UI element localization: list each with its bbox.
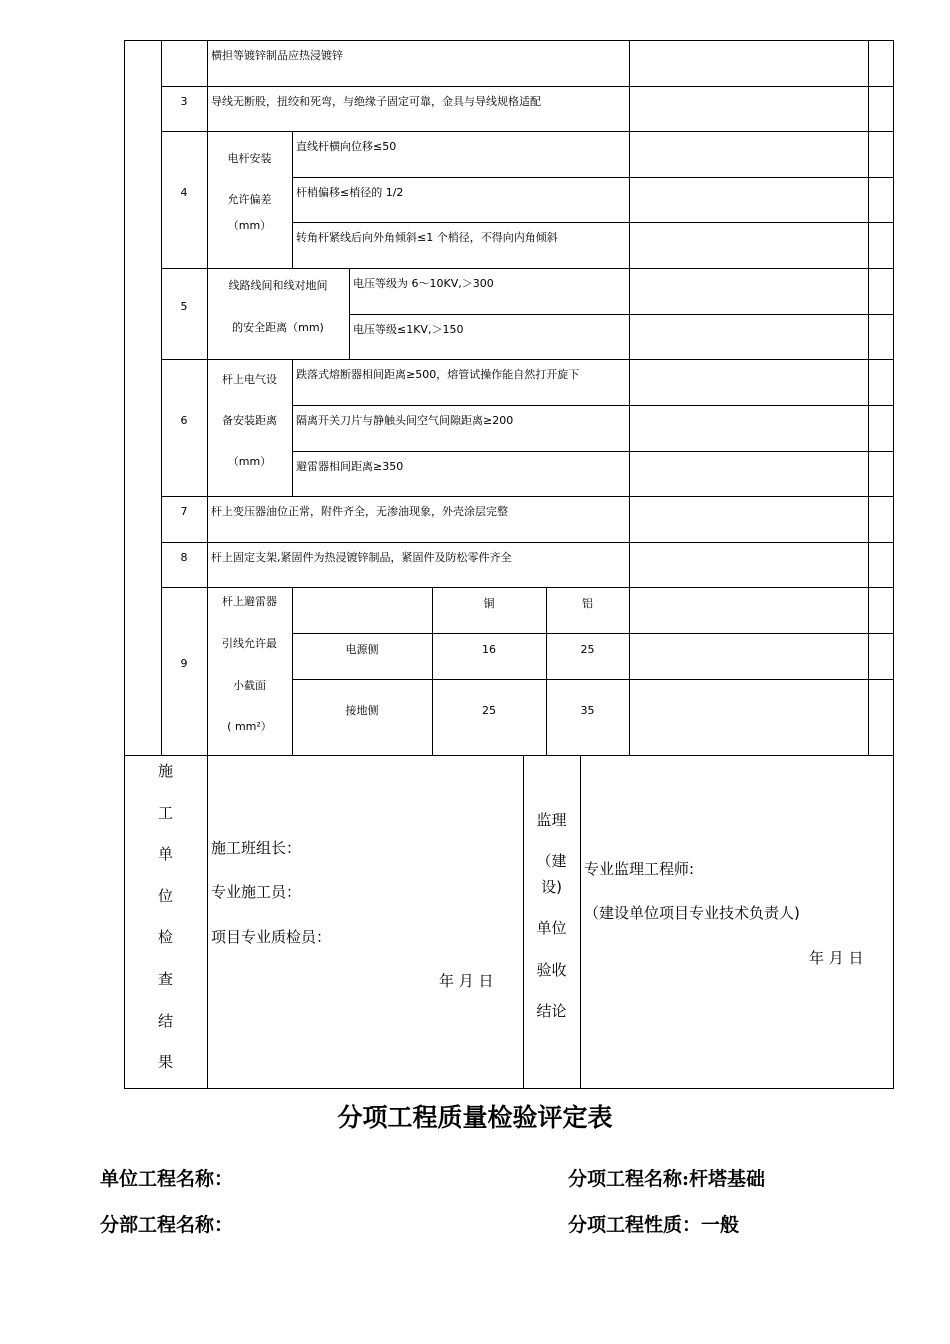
table-top-border [124, 40, 894, 41]
division-project-name: 分部工程名称： [100, 1214, 234, 1236]
col-divider [292, 131, 293, 268]
row-number: 7 [180, 505, 188, 518]
item-label: 允许偏差 [227, 193, 272, 206]
col-divider [292, 359, 293, 496]
unit-project-name: 单位工程名称： [100, 1168, 234, 1190]
quality-inspector-field: 项目专业质检员： [211, 928, 332, 946]
subitem-text: 电压等级≤1KV,＞150 [353, 323, 464, 336]
row-number: 9 [180, 657, 188, 670]
construction-staff-field: 专业施工员： [211, 883, 302, 901]
subitem-text: 避雷器相间距离≥350 [296, 460, 404, 473]
col-divider [546, 587, 547, 755]
row-number: 4 [180, 186, 188, 199]
construction-label-char: 果 [157, 1053, 173, 1071]
copper-value: 25 [482, 704, 496, 717]
row-divider [161, 587, 894, 588]
supervision-label-line: （建 [536, 852, 567, 870]
supervision-label-line: 单位 [536, 919, 567, 937]
col-divider [349, 268, 350, 359]
row-number: 6 [180, 414, 188, 427]
supervision-date: 年 月 日 [809, 949, 864, 967]
row-divider [292, 177, 894, 178]
row-divider [124, 755, 894, 756]
supervision-label-line: 结论 [536, 1002, 567, 1020]
subitem-text: 跌落式熔断器相间距离≥500，熔管试操作能自然打开旋下 [296, 368, 580, 381]
item-label: 的安全距离（mm) [232, 321, 324, 334]
supervising-engineer-field: 专业监理工程师: [584, 860, 695, 878]
construction-label-char: 工 [157, 804, 173, 822]
subitem-text: 杆梢偏移≤梢径的 1/2 [296, 186, 404, 199]
supervision-label-line: 验收 [536, 961, 567, 979]
subitem-text: 转角杆紧线后向外角倾斜≤1 个梢径，不得向内角倾斜 [296, 231, 558, 244]
aluminum-value: 25 [580, 643, 595, 656]
col-divider [580, 755, 581, 1089]
col-divider [161, 40, 162, 755]
item-label: 线路线间和线对地间 [228, 279, 328, 292]
copper-value: 16 [482, 643, 496, 656]
row-divider [292, 451, 894, 452]
row-divider [161, 359, 894, 360]
item-text: 横担等镀锌制品应热浸镀锌 [211, 49, 343, 62]
construction-label-char: 查 [157, 970, 173, 988]
row-number: 8 [180, 551, 188, 564]
item-label: 杆上避雷器 [222, 595, 277, 608]
sub-project-name: 分项工程名称:杆塔基础 [568, 1168, 766, 1190]
col-divider [432, 587, 433, 755]
item-label: ( mm²） [227, 720, 272, 733]
owner-technical-lead-field: （建设单位项目专业技术负责人) [584, 904, 800, 922]
construction-label-char: 结 [157, 1012, 173, 1030]
construction-date: 年 月 日 [439, 972, 494, 990]
item-label: 杆上电气设 [222, 373, 277, 386]
construction-label-char: 单 [157, 845, 173, 863]
row-divider [161, 496, 894, 497]
col-divider [629, 40, 630, 755]
item-label: 小截面 [233, 679, 266, 692]
row-divider [161, 86, 894, 87]
construction-label-char: 位 [157, 887, 173, 905]
row-divider [292, 679, 894, 680]
supervision-label-line: 监理 [536, 811, 567, 829]
form-title: 分项工程质量检验评定表 [337, 1103, 613, 1132]
construction-label-char: 检 [157, 928, 173, 946]
subitem-text: 隔离开关刀片与静触头间空气间隙距离≥200 [296, 414, 514, 427]
subitem-text: 电压等级为 6～10KV,＞300 [353, 277, 494, 290]
item-text: 杆上变压器油位正常，附件齐全，无渗油现象，外壳涂层完整 [211, 505, 508, 518]
row-divider [161, 542, 894, 543]
subitem-text: 直线杆横向位移≤50 [296, 140, 397, 153]
row-divider [292, 633, 894, 634]
table-bottom-border [124, 1088, 894, 1089]
supervision-label-line: 设) [541, 878, 562, 896]
crew-leader-field: 施工班组长： [211, 839, 302, 857]
item-label: 引线允许最 [222, 637, 277, 650]
row-number: 5 [180, 300, 188, 313]
column-header-copper: 铜 [483, 597, 495, 610]
item-text: 杆上固定支架,紧固件为热浸镀锌制品，紧固件及防松零件齐全 [211, 551, 512, 564]
col-divider [868, 40, 869, 755]
row-divider [161, 268, 894, 269]
item-label: 备安装距离 [222, 414, 277, 427]
col-divider [292, 587, 293, 755]
construction-label-char: 施 [157, 762, 173, 780]
row-label: 电源侧 [345, 643, 379, 656]
aluminum-value: 35 [580, 704, 595, 717]
sub-project-nature: 分项工程性质：一般 [568, 1214, 740, 1236]
table-right-border [893, 40, 894, 1089]
item-label: （mm） [227, 455, 272, 468]
column-header-aluminum: 铝 [582, 597, 593, 610]
row-divider [292, 222, 894, 223]
row-number: 3 [180, 95, 188, 108]
row-divider [349, 314, 894, 315]
row-divider [161, 131, 894, 132]
item-label: （mm） [227, 219, 272, 232]
row-divider [292, 405, 894, 406]
row-label: 接地侧 [345, 704, 379, 717]
item-label: 电杆安装 [227, 152, 272, 165]
item-text: 导线无断股，扭绞和死弯，与绝缘子固定可靠，金具与导线规格适配 [211, 95, 541, 108]
